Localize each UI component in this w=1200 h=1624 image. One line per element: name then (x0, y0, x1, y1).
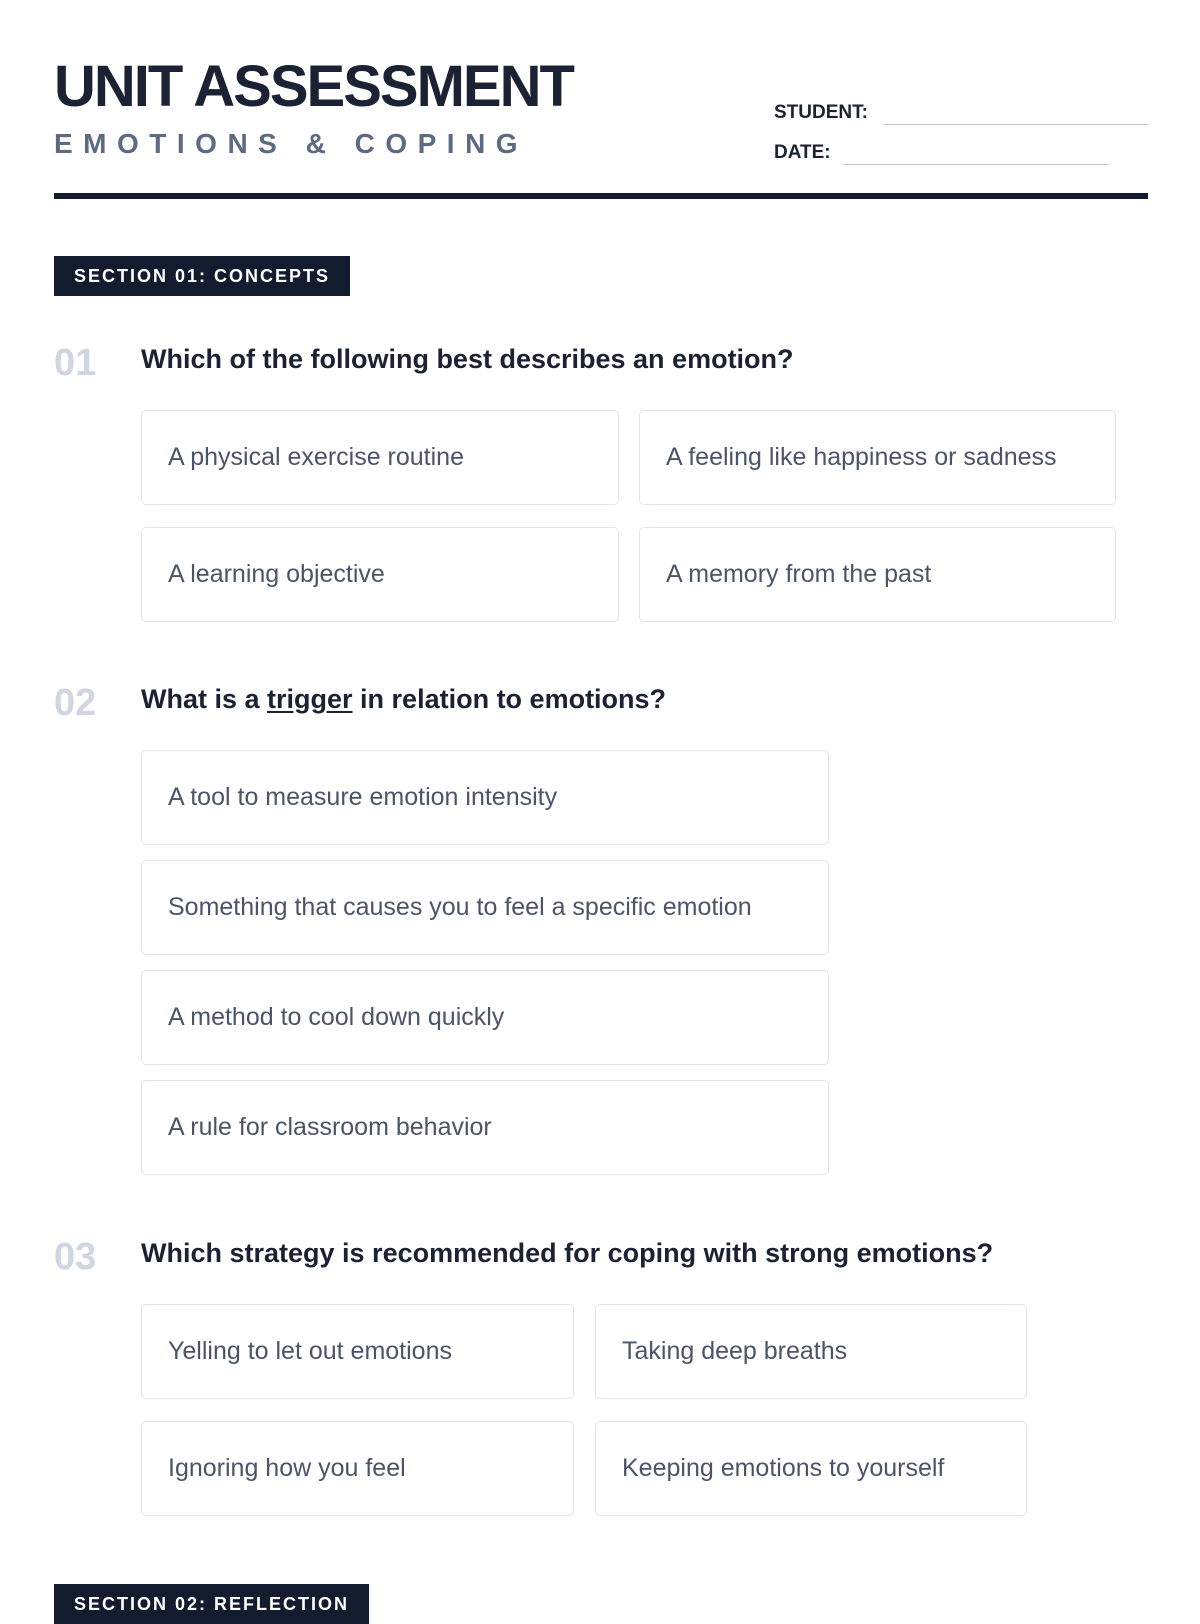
page-subtitle: EMOTIONS & COPING (54, 128, 529, 159)
question-01-option-a[interactable]: A physical exercise routine (141, 410, 619, 505)
question-02-option-b[interactable]: Something that causes you to feel a specific emotion (141, 860, 829, 955)
student-label: STUDENT: (774, 102, 868, 123)
section-01-tag: SECTION 01: CONCEPTS (54, 256, 350, 296)
question-02-text-after: in relation to emotions? (352, 684, 667, 714)
question-03-option-c[interactable]: Ignoring how you feel (141, 1421, 574, 1516)
question-01-option-d[interactable]: A memory from the past (639, 527, 1116, 622)
question-02-text (141, 682, 666, 716)
header-divider (54, 193, 1148, 199)
student-name-field[interactable] (883, 124, 1149, 125)
date-field[interactable] (843, 164, 1109, 165)
question-03-option-b[interactable]: Taking deep breaths (595, 1304, 1027, 1399)
question-02-option-c[interactable]: A method to cool down quickly (141, 970, 829, 1065)
date-label: DATE: (774, 142, 831, 163)
question-03-text: Which strategy is recommended for coping with strong emotions? (141, 1238, 994, 1268)
question-01-text: Which of the following best describes an emotion? (141, 344, 794, 374)
question-01-option-b[interactable]: A feeling like happiness or sadness (639, 410, 1116, 505)
question-03-number: 03 (54, 1236, 97, 1278)
question-01-number: 01 (54, 342, 97, 384)
question-02-number: 02 (54, 682, 97, 724)
question-03-option-d[interactable]: Keeping emotions to yourself (595, 1421, 1027, 1516)
section-02-tag: SECTION 02: REFLECTION (54, 1584, 369, 1624)
question-02-option-a[interactable]: A tool to measure emotion intensity (141, 750, 829, 845)
trigger-term: trigger (267, 684, 353, 714)
page-title: UNIT ASSESSMENT (54, 54, 573, 119)
question-01-option-c[interactable]: A learning objective (141, 527, 619, 622)
question-02-text-before: What is a (141, 684, 268, 714)
question-02-option-d[interactable]: A rule for classroom behavior (141, 1080, 829, 1175)
question-03-option-a[interactable]: Yelling to let out emotions (141, 1304, 574, 1399)
